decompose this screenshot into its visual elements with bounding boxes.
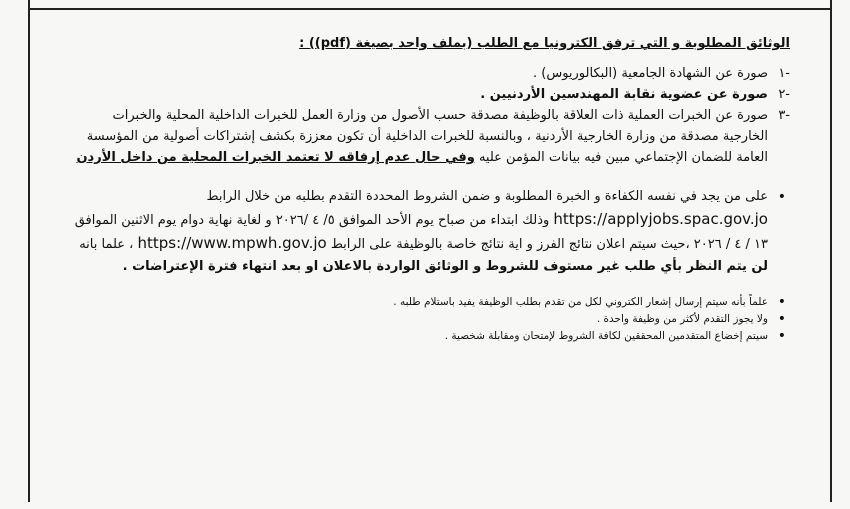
instruction-text: ، علما بانه (79, 237, 134, 252)
notes-list (70, 294, 790, 345)
note-text: ولا يجوز التقدم لأكثر من وظيفة واحدة . (596, 313, 768, 325)
bullet-icon: • (777, 311, 786, 327)
item-text: صورة عن الشهادة الجامعية (البكالوريوس) . (532, 66, 768, 81)
item-text-emphasis: وفي حال عدم إرفاقه لا تعتمد الخبرات المحلية من داخل الأردن (76, 150, 475, 165)
previous-section-box (28, 0, 832, 10)
application-instructions (70, 186, 790, 278)
list-item (70, 294, 790, 311)
item-text: صورة عن الخبرات العملية ذات العلاقة بالوظيفة مصدقة حسب الأصول من وزارة العمل للخبرات الداخلية المحلية والخبرات الخارجية مصدقة من وزارة الخارجية الأردنية ، وبالنسبة للخبرات الداخلية أن تكون معززة بكشف إشتراكات أصولية من المؤسسة العامة للضمان الإجتماعي مبين فيه بيانات المؤمن عليه (86, 108, 768, 165)
list-item (70, 105, 790, 168)
bullet-icon: • (777, 189, 786, 205)
item-number: -١ (778, 66, 790, 81)
results-link[interactable]: https://www.mpwh.gov.jo (137, 234, 327, 252)
list-item (70, 186, 790, 278)
list-item (70, 84, 790, 105)
note-text: سيتم إخضاع المتقدمين المحققين لكافة الشروط لإمتحان ومقابلة شخصية . (444, 330, 768, 342)
required-documents-list (70, 63, 790, 168)
item-number: -٢ (778, 87, 790, 102)
instruction-text: وذلك ابتداء من صباح يوم الأحد الموافق ٥/ ٤ /٢٠٢٦ و لغاية نهاية دوام يوم الاثنين الموافق ١٣ / ٤ / ٢٠٢٦ ،حيث سيتم اعلان نتائج الفرز و اية نتائج خاصة بالوظيفة على الرابط (74, 213, 768, 252)
note-text: علماً بأنه سيتم إرسال إشعار الكتروني لكل من تقدم بطلب الوظيفة يفيد باستلام طلبه . (393, 296, 768, 308)
instruction-warning: لن يتم النظر بأي طلب غير مستوف للشروط و الوثائق الواردة بالاعلان او بعد انتهاء فترة الإعتراضات . (122, 259, 768, 274)
list-item (70, 63, 790, 84)
requirements-section (70, 36, 790, 345)
apply-link[interactable]: https://applyjobs.spac.gov.jo (553, 210, 768, 228)
bullet-icon: • (777, 294, 786, 310)
item-text: صورة عن عضوية نقابة المهندسين الأردنيين . (480, 87, 768, 102)
list-item (70, 311, 790, 328)
required-documents-heading: الوثائق المطلوبة و التي ترفق الكترونيا مع الطلب (بملف واحد بصيغة (pdf)) : (299, 36, 790, 51)
list-item (70, 328, 790, 345)
bullet-icon: • (777, 328, 786, 344)
item-number: -٣ (778, 108, 790, 123)
instruction-text: على من يجد في نفسه الكفاءة و الخبرة المطلوبة و ضمن الشروط المحددة التقدم بطلبه من خلال الرابط (206, 189, 768, 204)
